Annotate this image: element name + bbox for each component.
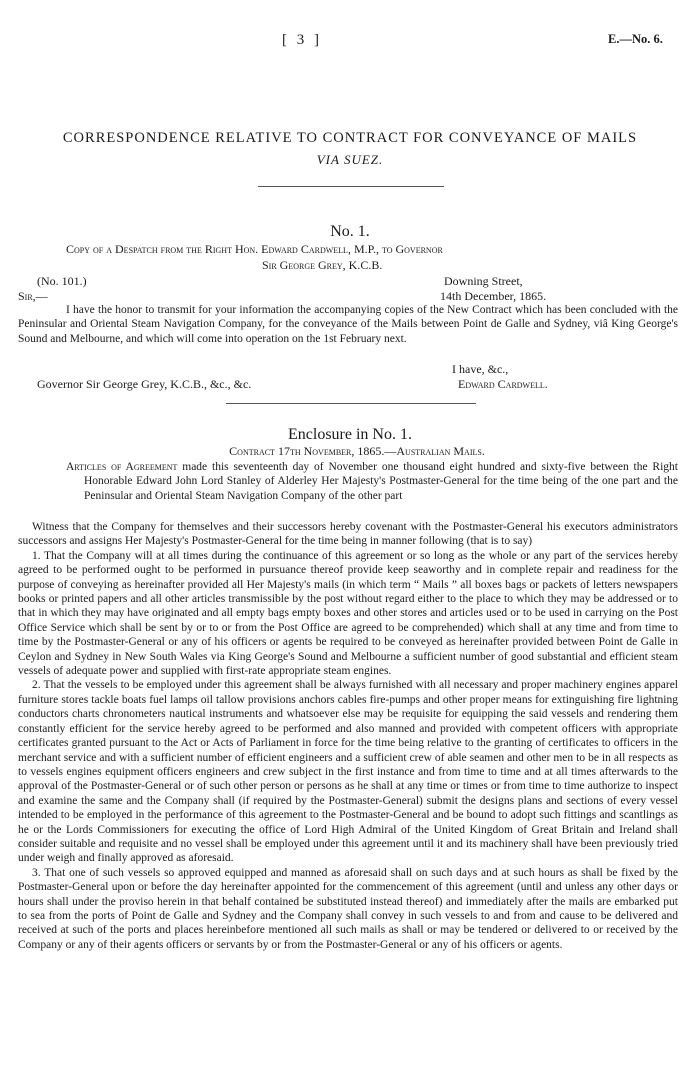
document-title: CORRESPONDENCE RELATIVE TO CONTRACT FOR CONVEYANCE OF MAILS — [62, 130, 638, 146]
contract-body — [18, 520, 678, 952]
letter-body: I have the honor to transmit for your information the accompanying copies of the New Contract which has been concluded with the Peninsular and Oriental Steam Navigation Company, for the conveyance of the Mails between Point de Galle and Sydney, viâ King George's Sound and Melbourne, and which will come into operation on the 1st February next. — [18, 304, 678, 345]
despatch-number: (No. 101.) — [37, 274, 87, 288]
page-number: [ 3 ] — [282, 32, 322, 48]
despatch-address: Downing Street, — [444, 274, 523, 288]
document-reference: E.—No. 6. — [608, 32, 663, 46]
section-divider — [226, 403, 476, 404]
document-subtitle: VIA SUEZ. — [316, 152, 384, 167]
enclosure-heading: Enclosure in No. 1. — [288, 426, 412, 443]
clause-3: 3. That one of such vessels so approved equipped and manned as aforesaid shall on such days and at such hours as shall be fixed by the Postmaster-General upon or before the day hereinafter appointed for the commencement of this agreement (until and unless any other days or hours shall under the proviso herein in that behalf contained be substituted instead thereof) and immediately after the mails are embarked put to sea from the ports of Point de Galle and Sydney and the Company shall convey in such vessels to and from and cause to be delivered and received at such of the ports and places hereinbefore mentioned all such mails as shall or may be tendered or delivered to or received by the Company or any of their agents officers or servants by or from the Postmaster-General or any of his officers or agents. — [18, 866, 678, 951]
letter-addressee: Governor Sir George Grey, K.C.B., &c., &c. — [37, 377, 252, 391]
letter-closing: I have, &c., — [452, 362, 509, 376]
articles-lead: Articles of Agreement — [66, 461, 178, 473]
despatch-heading: No. 1. — [330, 223, 370, 240]
clause-2: 2. That the vessels to be employed under this agreement shall be always furnished with all necessary and proper machinery engines apparel furniture stores tackle boats fuel lamps oil tallow provisions anchors cables fire-pumps and other proper means for extinguishing fire lightning conductors charts chronometers nautical instruments and whatsoever else may be requisite for equipping the said vessels and rendering them constantly efficient for the service hereby agreed to be performed and also manned and provided with competent officers with appropriate certificates granted pursuant to the Act or Acts of Parliament in force for the time being relative to the granting of certificates to officers in the merchant service and with a sufficient number of efficient engineers and a sufficient crew of able seamen and other men to be in all respects as to vessels engines equipment officers engineers and crew subject in the first instance and from time to time and at all times afterwards to the approval of the Postmaster-General or of such other person or persons as he shall at any time or times or from time to time authorize to inspect and examine the same and the Company shall (if required by the Postmaster-General) submit the designs plans and sections of every vessel intended to be employed in the performance of this agreement to the Postmaster-General and be bound to adopt such fittings and scantlings as he or the Lords Commissioners for executing the office of Lord High Admiral of the United Kingdom of Great Britain and Ireland shall consider suitable and requisite and no vessel shall be employed under this agreement until it and its machinery shall have been previously tried under weigh and finally approved as aforesaid. — [18, 679, 678, 865]
articles-text: made this seventeenth day of November one thousand eight hundred and sixty-five between the Right Honorable Edward John Lord Stanley of Alderley Her Majesty's Postmaster-General for the time being of the one part and the Peninsular and Oriental Steam Navigation Company of the other part — [84, 461, 678, 502]
clause-1: 1. That the Company will at all times during the continuance of this agreement or so long as the whole or any part of the services hereby agreed to be performed ought to be performed in pursuance thereof provide keep seaworthy and in complete repair and readiness for the purpose of conveying as hereinafter provided all Her Majesty's mails (in which term “ Mails ” all boxes bags or packets of letters newspapers books or printed papers and all other articles transmissible by the post without regard either to the place to which they may be addressed or to that in which they may have originated and all empty bags empty boxes and other stores and articles used or to be used in carrying on the Post Office Service which shall be sent by or to or from the Post Office are agreed to be comprehended) which shall at any time and from time to time by the Postmaster-General or any of his officers or agents be required to be conveyed as hereinafter provided between Point de Galle in Ceylon and Sydney in New South Wales via King George's Sound and Melbourne a sufficient number of good substantial and efficient steam vessels of adequate power and supplied with first-rate appropriate steam engines. — [18, 549, 678, 678]
letter-signature: Edward Cardwell. — [458, 377, 548, 391]
contract-heading: Contract 17th November, 1865.—Australian Mails. — [229, 444, 485, 458]
articles-of-agreement — [66, 460, 678, 503]
despatch-description: Copy of a Despatch from the Right Hon. Edward Cardwell, M.P., to Governor — [66, 242, 443, 256]
salutation: Sir,— — [18, 289, 48, 303]
despatch-date: 14th December, 1865. — [440, 289, 547, 303]
witness-paragraph: Witness that the Company for themselves and their successors hereby covenant with the Postmaster-General his executors administrators successors and assigns Her Majesty's Postmaster-General for the time being in manner following (that is to say) — [18, 521, 678, 548]
despatch-description-continued: Sir George Grey, K.C.B. — [262, 258, 383, 272]
title-divider — [258, 186, 444, 187]
